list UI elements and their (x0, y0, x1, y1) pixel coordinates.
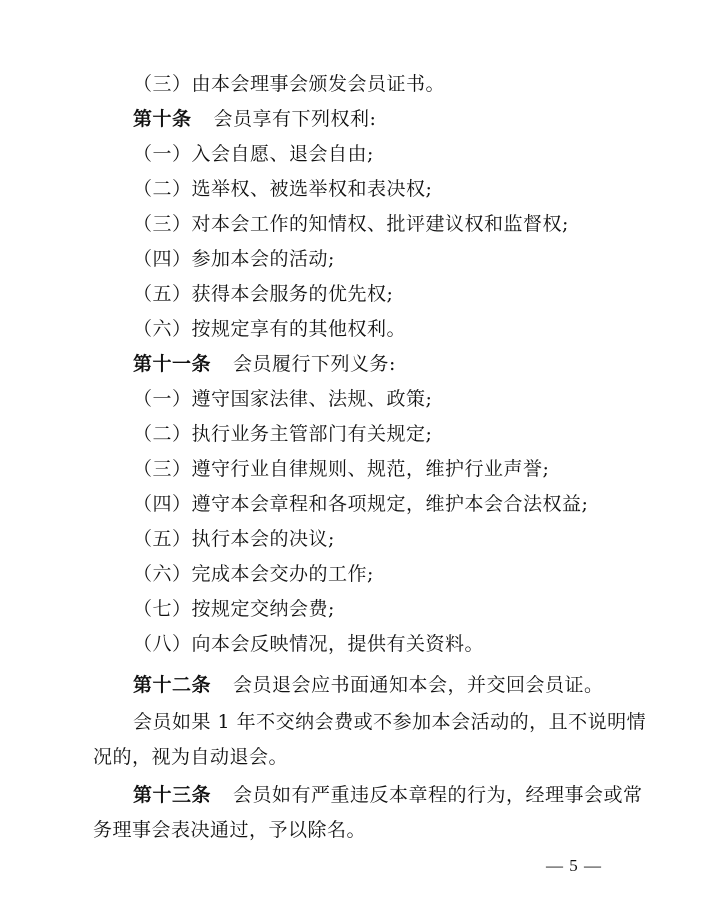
item-line: （四）遵守本会章程和各项规定，维护本会合法权益; (133, 493, 589, 515)
article-line (133, 107, 376, 131)
article-text: 会员如有严重违反本章程的行为，经理事会或常 (233, 784, 643, 806)
item-line: （四）参加本会的活动; (133, 248, 335, 270)
article-heading: 第十一条 (133, 353, 212, 375)
item-line: （五）获得本会服务的优先权; (133, 283, 394, 305)
page-number: — 5 — (546, 856, 602, 875)
item-line: （六）完成本会交办的工作; (133, 563, 374, 585)
article-heading: 第十二条 (133, 674, 212, 696)
article-text: 会员退会应书面通知本会，并交回会员证。 (233, 674, 604, 696)
article-line (133, 673, 604, 697)
item-line: （七）按规定交纳会费; (133, 598, 335, 620)
item-line: （五）执行本会的决议; (133, 528, 335, 550)
item-line: （二）执行业务主管部门有关规定; (133, 423, 433, 445)
article-text: 会员享有下列权利: (213, 108, 377, 130)
item-line: （一）遵守国家法律、法规、政策; (133, 388, 433, 410)
article-heading: 第十条 (133, 108, 192, 130)
article-heading: 第十三条 (133, 784, 212, 806)
item-line: （二）选举权、被选举权和表决权; (133, 178, 433, 200)
paragraph-line: 会员如果 1 年不交纳会费或不参加本会活动的，且不说明情 (133, 711, 647, 733)
item-line: （一）入会自愿、退会自由; (133, 143, 374, 165)
item-line: （三）由本会理事会颁发会员证书。 (133, 73, 446, 95)
article-text: 会员履行下列义务: (233, 353, 396, 375)
paragraph-line: 况的，视为自动退会。 (93, 746, 289, 768)
item-line: （六）按规定享有的其他权利。 (133, 318, 407, 340)
item-line: （三）遵守行业自律规则、规范，维护行业声誉; (133, 458, 550, 480)
paragraph-line: 务理事会表决通过，予以除名。 (93, 819, 367, 841)
item-line: （三）对本会工作的知情权、批评建议权和监督权; (133, 213, 569, 235)
article-line (133, 783, 643, 807)
item-line: （八）向本会反映情况，提供有关资料。 (133, 633, 485, 655)
article-line (133, 352, 396, 376)
